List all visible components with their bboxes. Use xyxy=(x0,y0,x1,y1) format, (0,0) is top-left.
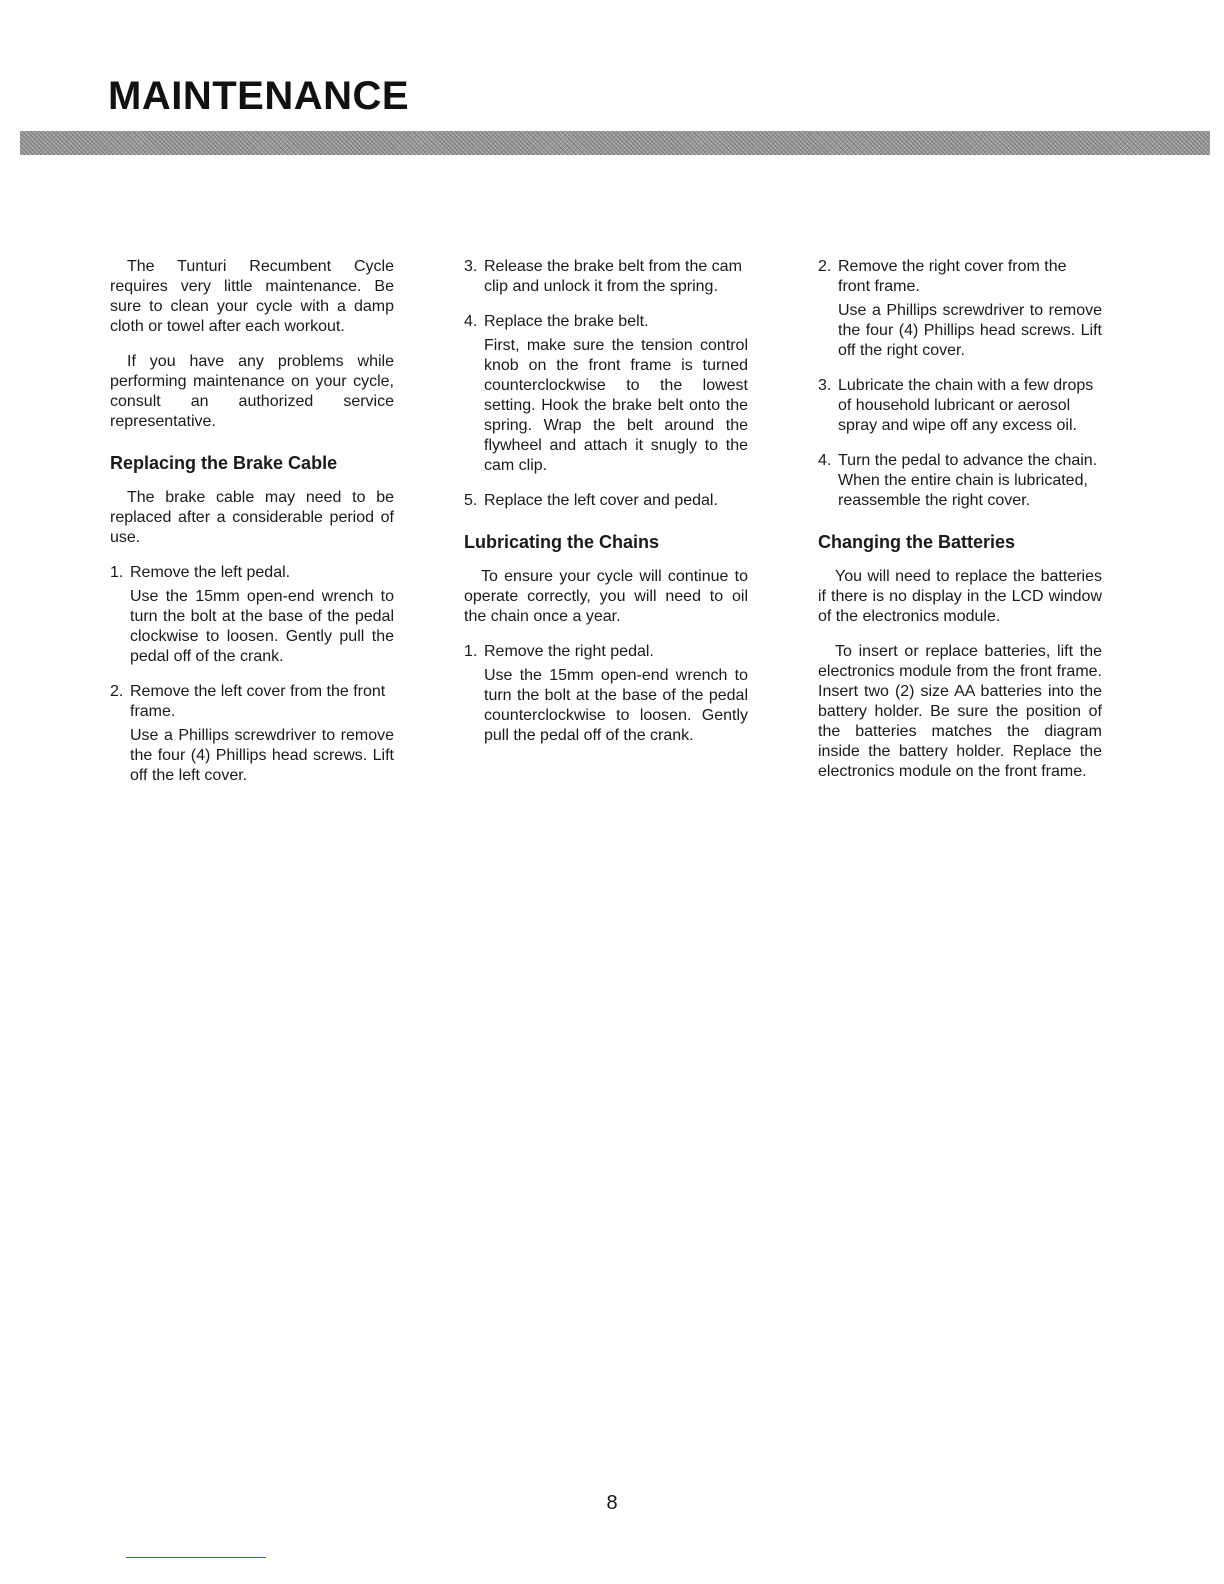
brake-step-4 xyxy=(464,312,748,332)
column-2 xyxy=(464,257,748,761)
chains-heading: Lubricating the Chains xyxy=(464,532,660,552)
chain-step-1 xyxy=(464,642,748,662)
step-number: 5. xyxy=(464,492,478,509)
brake-step-5 xyxy=(464,491,748,511)
step-text: Remove the left pedal. xyxy=(130,564,291,581)
chain-step-2 xyxy=(818,257,1102,297)
step-text: Release the brake belt from the cam clip and unlock it from the spring. xyxy=(484,258,742,295)
step-detail: First, make sure the tension control knob on the front frame is turned counterclockwise to the lowest setting. Hook the brake belt onto the spring. Wrap the belt around the flywheel and attach it snugly to the cam clip. xyxy=(484,337,748,474)
page-number: 8 xyxy=(606,1492,618,1514)
brake-step-2 xyxy=(110,682,394,722)
step-number: 4. xyxy=(818,452,832,469)
step-text: Remove the right cover from the front frame. xyxy=(838,258,1067,295)
footer-rule xyxy=(126,1557,266,1558)
step-text: Lubricate the chain with a few drops of household lubricant or aerosol spray and wipe off any excess oil. xyxy=(838,377,1094,434)
header-rule xyxy=(20,131,1210,155)
column-3 xyxy=(818,257,1102,797)
page-title: MAINTENANCE xyxy=(108,74,410,118)
step-detail: Use a Phillips screwdriver to remove the four (4) Phillips head screws. Lift off the left cover. xyxy=(130,727,394,784)
step-number: 3. xyxy=(464,258,478,275)
chains-intro: To ensure your cycle will continue to operate correctly, you will need to oil the chain once a year. xyxy=(464,568,748,625)
step-number: 2. xyxy=(110,683,124,700)
batteries-paragraph-2: To insert or replace batteries, lift the electronics module from the front frame. Insert two (2) size AA batteries into the battery holder. Be sure the position of the batteries matches the diagram inside the battery holder. Replace the electronics module on the front frame. xyxy=(818,643,1102,780)
step-text: Replace the brake belt. xyxy=(484,313,649,330)
brake-step-1 xyxy=(110,563,394,583)
chain-step-4 xyxy=(818,451,1102,511)
step-text: Remove the right pedal. xyxy=(484,643,654,660)
step-detail: Use the 15mm open-end wrench to turn the bolt at the base of the pedal counterclockwise to loosen. Gently pull the pedal off of the crank. xyxy=(484,667,748,744)
step-text: Replace the left cover and pedal. xyxy=(484,492,718,509)
step-number: 3. xyxy=(818,377,832,394)
brake-cable-intro: The brake cable may need to be replaced after a considerable period of use. xyxy=(110,489,394,546)
brake-step-3 xyxy=(464,257,748,297)
column-1 xyxy=(110,257,394,801)
brake-cable-heading: Replacing the Brake Cable xyxy=(110,453,338,473)
step-number: 1. xyxy=(464,643,478,660)
step-number: 1. xyxy=(110,564,124,581)
batteries-heading: Changing the Batteries xyxy=(818,532,1016,552)
service-paragraph: If you have any problems while performing maintenance on your cycle, consult an authorized service representative. xyxy=(110,353,394,430)
batteries-paragraph-1: You will need to replace the batteries if there is no display in the LCD window of the electronics module. xyxy=(818,568,1102,625)
step-detail: Use a Phillips screwdriver to remove the four (4) Phillips head screws. Lift off the right cover. xyxy=(838,302,1102,359)
step-text: Turn the pedal to advance the chain. When the entire chain is lubricated, reassemble the right cover. xyxy=(838,452,1098,509)
step-number: 4. xyxy=(464,313,478,330)
step-text: Remove the left cover from the front frame. xyxy=(130,683,386,720)
chain-step-3 xyxy=(818,376,1102,436)
step-number: 2. xyxy=(818,258,832,275)
intro-paragraph: The Tunturi Recumbent Cycle requires very little maintenance. Be sure to clean your cycle with a damp cloth or towel after each workout. xyxy=(110,258,394,335)
step-detail: Use the 15mm open-end wrench to turn the bolt at the base of the pedal clockwise to loosen. Gently pull the pedal off of the crank. xyxy=(130,588,394,665)
